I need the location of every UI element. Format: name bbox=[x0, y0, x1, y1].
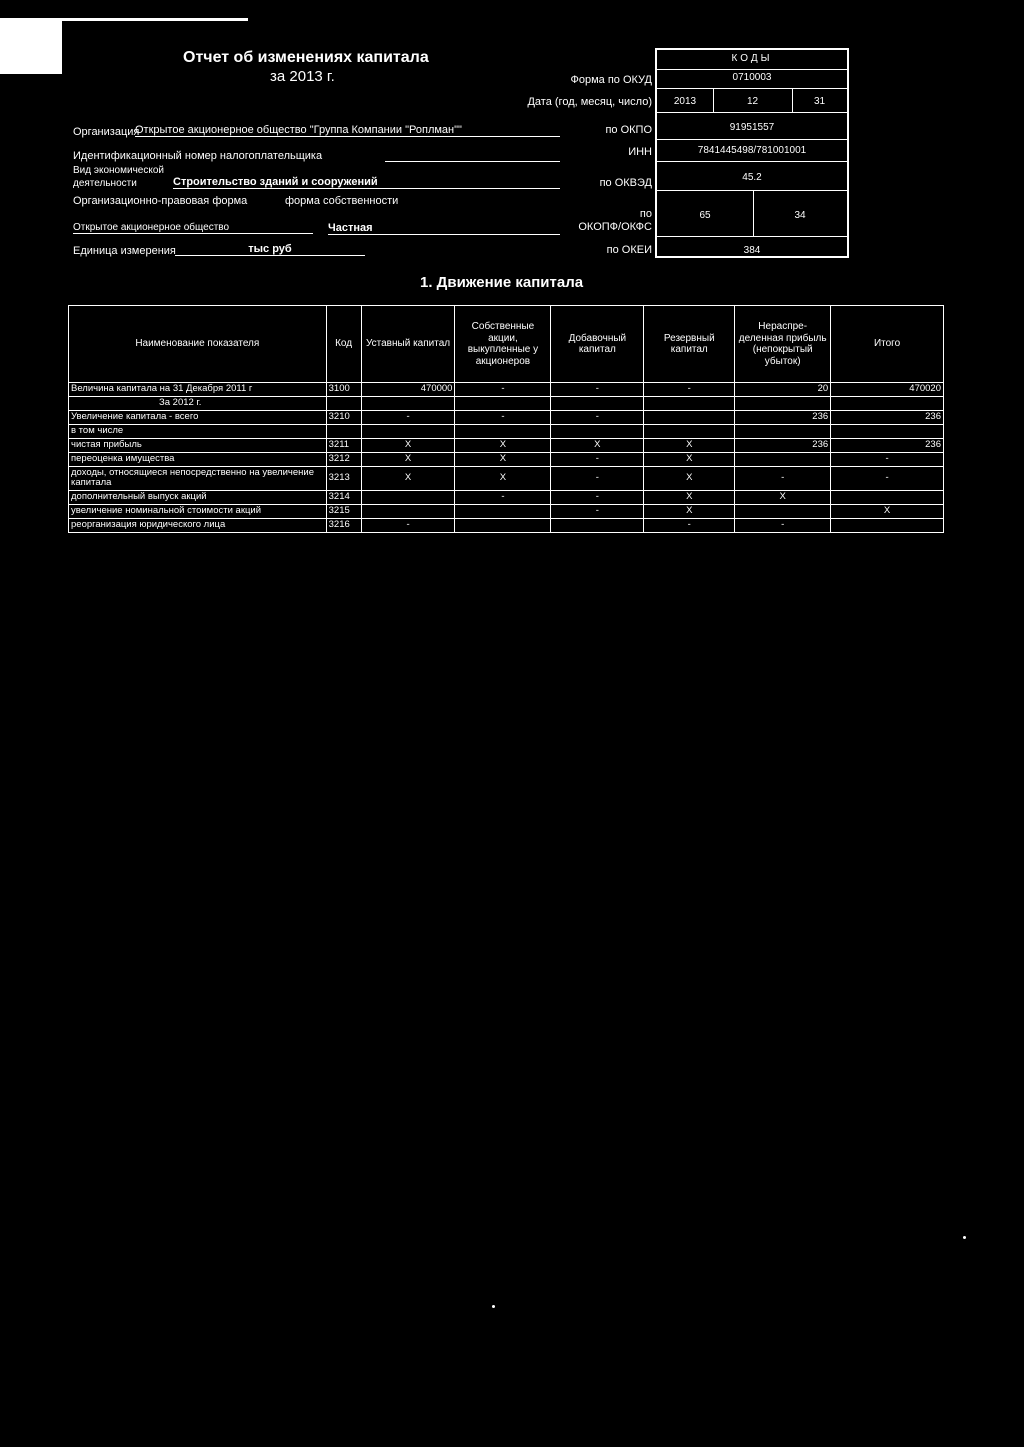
row-additional: X bbox=[551, 438, 644, 452]
row-total: - bbox=[831, 466, 944, 491]
table-header-row bbox=[69, 306, 944, 383]
table-row bbox=[69, 438, 944, 452]
taxid-label: Идентификационный номер налогоплательщика bbox=[73, 150, 323, 162]
inn-value: 7841445498/781001001 bbox=[697, 145, 807, 156]
date-label: Дата (год, месяц, число) bbox=[527, 96, 652, 108]
row-own-shares: X bbox=[455, 466, 551, 491]
codes-box bbox=[655, 48, 849, 258]
row-additional: - bbox=[551, 466, 644, 491]
row-name: доходы, относящиеся непосредственно на увеличение капитала bbox=[69, 466, 327, 491]
section-title: 1. Движение капитала bbox=[420, 274, 584, 291]
capital-movement-table bbox=[68, 305, 944, 533]
okfs-value: 34 bbox=[794, 210, 806, 221]
taxid-line bbox=[385, 161, 560, 162]
col-header-additional-capital: Добавочный капитал bbox=[551, 306, 644, 383]
row-name: чистая прибыль bbox=[69, 438, 327, 452]
col-header-total: Итого bbox=[831, 306, 944, 383]
row-reserve: - bbox=[644, 519, 735, 533]
row-additional: - bbox=[551, 410, 644, 424]
row-reserve: X bbox=[644, 452, 735, 466]
scan-artifact-rule bbox=[62, 18, 248, 21]
row-code: 3212 bbox=[326, 452, 361, 466]
row-code: 3100 bbox=[326, 383, 361, 397]
legal-form-label: Организационно-правовая форма bbox=[73, 195, 248, 207]
row-reserve bbox=[644, 424, 735, 438]
row-total bbox=[831, 519, 944, 533]
org-name: Открытое акционерное общество "Группа Компании "Роплман"" bbox=[135, 124, 560, 137]
row-retained bbox=[735, 452, 831, 466]
row-reserve: X bbox=[644, 491, 735, 505]
row-own-shares: - bbox=[455, 410, 551, 424]
row-retained: - bbox=[735, 519, 831, 533]
okpo-label: по ОКПО bbox=[605, 124, 652, 136]
row-charter: X bbox=[361, 438, 455, 452]
okud-value: 0710003 bbox=[732, 72, 772, 83]
table-row bbox=[69, 383, 944, 397]
table-row bbox=[69, 452, 944, 466]
row-additional: - bbox=[551, 491, 644, 505]
row-own-shares bbox=[455, 424, 551, 438]
row-charter bbox=[361, 424, 455, 438]
scan-speck bbox=[963, 1236, 966, 1239]
date-year: 2013 bbox=[673, 96, 697, 107]
row-total bbox=[831, 396, 944, 410]
row-own-shares: - bbox=[455, 491, 551, 505]
row-additional: - bbox=[551, 452, 644, 466]
date-day: 31 bbox=[813, 96, 826, 107]
activity-label-1: Вид экономической bbox=[73, 165, 164, 176]
col-header-name: Наименование показателя bbox=[69, 306, 327, 383]
legal-form-value: Открытое акционерное общество bbox=[73, 222, 313, 234]
row-code: 3213 bbox=[326, 466, 361, 491]
row-code: 3211 bbox=[326, 438, 361, 452]
okved-value: 45.2 bbox=[742, 172, 762, 183]
report-period: за 2013 г. bbox=[270, 68, 335, 85]
table-row bbox=[69, 396, 944, 410]
row-reserve bbox=[644, 396, 735, 410]
okved-label: по ОКВЭД bbox=[599, 177, 652, 189]
inn-label: ИНН bbox=[628, 146, 652, 158]
row-name: Увеличение капитала - всего bbox=[69, 410, 327, 424]
table-row bbox=[69, 491, 944, 505]
row-code: 3215 bbox=[326, 505, 361, 519]
row-retained bbox=[735, 505, 831, 519]
unit-label: Единица измерения bbox=[73, 245, 176, 257]
row-charter bbox=[361, 396, 455, 410]
row-total bbox=[831, 424, 944, 438]
activity-value: Строительство зданий и сооружений bbox=[173, 176, 560, 189]
row-charter: 470000 bbox=[361, 383, 455, 397]
okopf-label-line2: ОКОПФ/ОКФС bbox=[578, 221, 652, 233]
row-name: За 2012 г. bbox=[69, 396, 327, 410]
col-header-code: Код bbox=[326, 306, 361, 383]
row-retained bbox=[735, 396, 831, 410]
row-own-shares bbox=[455, 396, 551, 410]
table-row bbox=[69, 424, 944, 438]
table-row bbox=[69, 505, 944, 519]
row-charter bbox=[361, 505, 455, 519]
row-retained: X bbox=[735, 491, 831, 505]
col-header-reserve-capital: Резервный капитал bbox=[644, 306, 735, 383]
row-additional bbox=[551, 396, 644, 410]
row-total: 236 bbox=[831, 410, 944, 424]
row-additional bbox=[551, 519, 644, 533]
okei-value: 384 bbox=[743, 245, 761, 256]
row-code: 3210 bbox=[326, 410, 361, 424]
col-header-charter-capital: Уставный капитал bbox=[361, 306, 455, 383]
col-header-retained-earnings: Нераспре-деленная прибыль (непокрытый убыток) bbox=[735, 306, 831, 383]
row-total: 236 bbox=[831, 438, 944, 452]
ownership-label: форма собственности bbox=[285, 195, 399, 207]
row-code: 3216 bbox=[326, 519, 361, 533]
row-charter: - bbox=[361, 410, 455, 424]
row-additional: - bbox=[551, 383, 644, 397]
row-name: увеличение номинальной стоимости акций bbox=[69, 505, 327, 519]
row-reserve: X bbox=[644, 505, 735, 519]
row-own-shares bbox=[455, 519, 551, 533]
report-title: Отчет об изменениях капитала bbox=[183, 49, 429, 66]
row-reserve bbox=[644, 410, 735, 424]
row-additional: - bbox=[551, 505, 644, 519]
row-own-shares: X bbox=[455, 452, 551, 466]
row-reserve: - bbox=[644, 383, 735, 397]
row-code bbox=[326, 396, 361, 410]
row-own-shares: - bbox=[455, 383, 551, 397]
row-name: Величина капитала на 31 Декабря 2011 г bbox=[69, 383, 327, 397]
okud-label: Форма по ОКУД bbox=[570, 74, 652, 86]
row-retained: 236 bbox=[735, 410, 831, 424]
row-code: 3214 bbox=[326, 491, 361, 505]
row-name: в том числе bbox=[69, 424, 327, 438]
activity-label-2: деятельности bbox=[73, 178, 137, 189]
row-reserve: X bbox=[644, 466, 735, 491]
row-retained: 20 bbox=[735, 383, 831, 397]
row-total: X bbox=[831, 505, 944, 519]
row-charter: X bbox=[361, 452, 455, 466]
row-additional bbox=[551, 424, 644, 438]
table-row bbox=[69, 466, 944, 491]
codes-header: КОДЫ bbox=[731, 53, 773, 64]
table-row bbox=[69, 519, 944, 533]
row-reserve: X bbox=[644, 438, 735, 452]
okpo-value: 91951557 bbox=[729, 122, 775, 133]
row-own-shares: X bbox=[455, 438, 551, 452]
unit-value: тыс руб bbox=[175, 243, 365, 256]
col-header-own-shares: Собственные акции, выкупленные у акционеров bbox=[455, 306, 551, 383]
ownership-value: Частная bbox=[328, 222, 560, 235]
row-charter: X bbox=[361, 466, 455, 491]
scan-artifact-block bbox=[0, 18, 62, 74]
row-total bbox=[831, 491, 944, 505]
row-name: дополнительный выпуск акций bbox=[69, 491, 327, 505]
row-name: переоценка имущества bbox=[69, 452, 327, 466]
row-charter bbox=[361, 491, 455, 505]
row-own-shares bbox=[455, 505, 551, 519]
okopf-value: 65 bbox=[699, 210, 711, 221]
row-retained: - bbox=[735, 466, 831, 491]
row-code bbox=[326, 424, 361, 438]
date-month: 12 bbox=[746, 96, 759, 107]
row-charter: - bbox=[361, 519, 455, 533]
table-row bbox=[69, 410, 944, 424]
scan-speck bbox=[492, 1305, 495, 1308]
row-total: 470020 bbox=[831, 383, 944, 397]
row-name: реорганизация юридического лица bbox=[69, 519, 327, 533]
okei-label: по ОКЕИ bbox=[606, 244, 652, 256]
org-label: Организация bbox=[73, 126, 140, 138]
okopf-label-line1: по bbox=[639, 208, 652, 220]
row-retained: 236 bbox=[735, 438, 831, 452]
row-total: - bbox=[831, 452, 944, 466]
row-retained bbox=[735, 424, 831, 438]
